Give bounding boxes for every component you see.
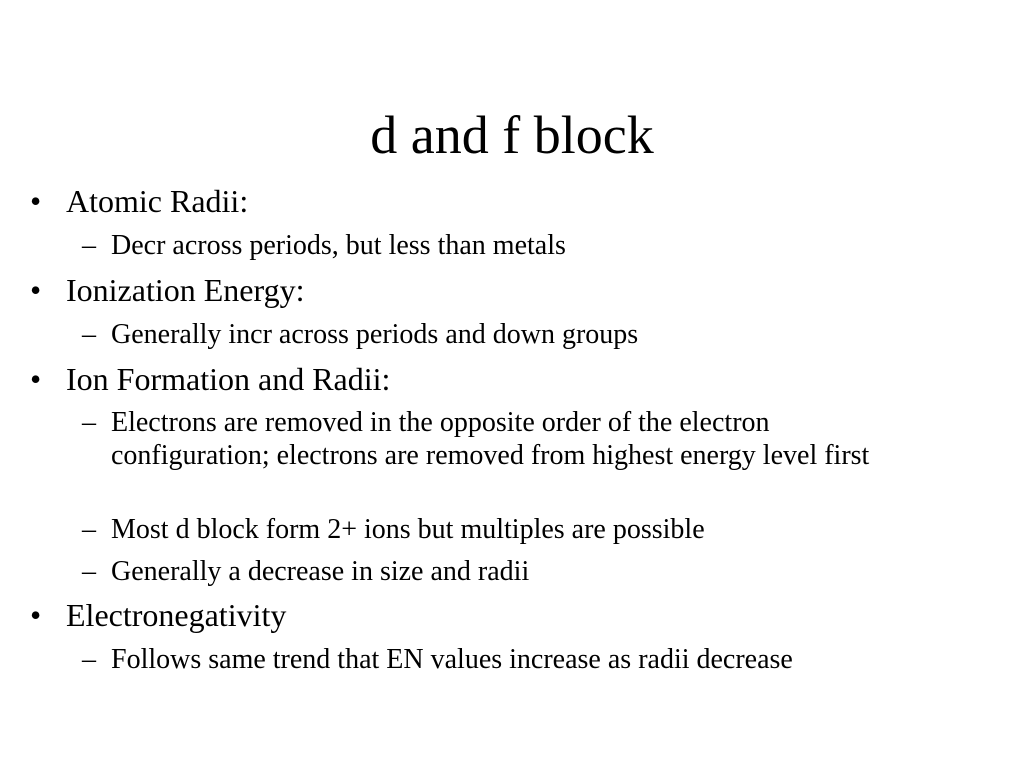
sub-bullet-item — [82, 318, 932, 351]
bullet-marker: • — [30, 597, 42, 633]
sub-bullet-item — [82, 513, 932, 546]
slide-title: d and f block — [370, 105, 654, 165]
sub-bullet-marker: – — [82, 230, 96, 261]
sub-bullet-item — [82, 406, 932, 472]
sub-bullet-marker: – — [82, 407, 96, 438]
bullet-marker: • — [30, 361, 42, 397]
sub-bullet-text: Decr across periods, but less than metals — [111, 230, 566, 261]
sub-bullet-marker: – — [82, 319, 96, 350]
bullet-text: Ion Formation and Radii: — [66, 361, 391, 397]
bullet-text: Ionization Energy: — [66, 272, 305, 308]
sub-bullet-marker: – — [82, 514, 96, 545]
sub-bullet-text: Generally a decrease in size and radii — [111, 556, 530, 587]
sub-bullet-item — [82, 555, 932, 588]
bullet-marker: • — [30, 183, 42, 219]
sub-bullet-item — [82, 229, 932, 262]
sub-bullet-text: Most d block form 2+ ions but multiples are possible — [111, 514, 705, 545]
sub-bullet-text: Generally incr across periods and down groups — [111, 319, 639, 350]
sub-bullet-text: Electrons are removed in the opposite order of the electron configuration; electrons are removed from highest energy level first — [111, 407, 870, 471]
bullet-marker: • — [30, 272, 42, 308]
sub-bullet-text: Follows same trend that EN values increase as radii decrease — [111, 644, 793, 675]
bullet-text: Electronegativity — [66, 597, 287, 633]
sub-bullet-item — [82, 643, 932, 676]
sub-bullet-marker: – — [82, 556, 96, 587]
sub-bullet-marker: – — [82, 644, 96, 675]
bullet-text: Atomic Radii: — [66, 183, 249, 219]
